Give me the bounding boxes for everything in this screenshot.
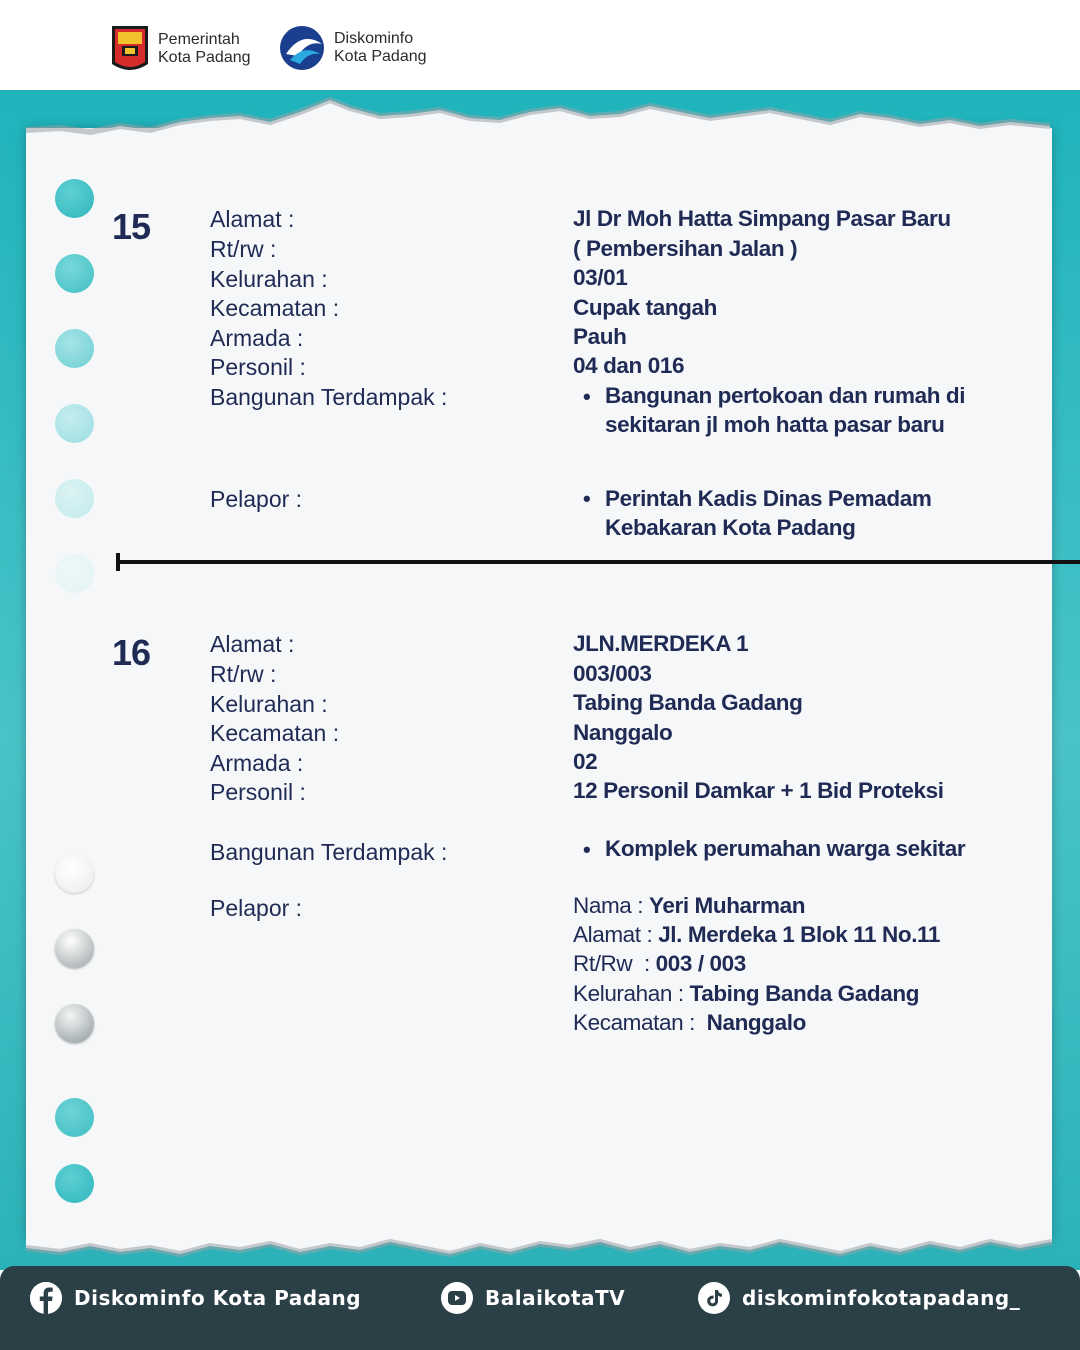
value-line: 03/01 — [573, 265, 628, 290]
pelapor-key: Alamat : — [573, 922, 659, 947]
pelapor-text: Perintah Kadis Dinas Pemadam Kebakaran Kota Padang — [605, 486, 932, 540]
label-alamat: Alamat : — [210, 631, 295, 657]
binder-hole — [55, 404, 94, 443]
label-kelurahan: Kelurahan : — [210, 691, 328, 717]
torn-edge-top — [0, 92, 1080, 162]
entry-number: 15 — [112, 206, 151, 247]
value-personil: 12 Personil Damkar + 1 Bid Proteksi — [573, 778, 944, 803]
binder-hole — [55, 854, 94, 893]
binder-hole — [55, 554, 94, 593]
label-kecamatan: Kecamatan : — [210, 295, 340, 321]
torn-edge-bottom — [0, 1212, 1080, 1268]
value-kecamatan: Nanggalo — [573, 720, 673, 745]
binder-hole — [55, 179, 94, 218]
header — [0, 0, 1080, 90]
binder-hole — [55, 929, 94, 968]
pelapor-kecamatan — [573, 1010, 806, 1036]
bangunan-text: Komplek perumahan warga sekitar — [605, 836, 966, 861]
pelapor-key: Nama : — [573, 893, 649, 918]
pelapor-nama — [573, 893, 805, 919]
label-armada: Armada : — [210, 750, 304, 776]
value-kelurahan: Tabing Banda Gadang — [573, 690, 803, 715]
bullet-dot: • — [583, 384, 591, 409]
value-alamat: JLN.MERDEKA 1 — [573, 631, 749, 656]
label-rtrw: Rt/rw : — [210, 236, 277, 262]
youtube-link[interactable] — [441, 1282, 625, 1314]
pemko-logo — [110, 24, 251, 74]
pelapor-value: 003 / 003 — [655, 951, 746, 976]
label-rtrw: Rt/rw : — [210, 661, 277, 687]
diskominfo-logo — [278, 24, 427, 72]
pelapor-key: Kelurahan : — [573, 981, 690, 1006]
label-personil: Personil : — [210, 354, 306, 380]
binder-hole — [55, 1098, 94, 1137]
pelapor-value: Nanggalo — [706, 1010, 806, 1035]
label-alamat: Alamat : — [210, 206, 295, 232]
logo2-line2: Kota Padang — [334, 48, 427, 65]
binder-hole — [55, 1164, 94, 1203]
youtube-name: BalaikotaTV — [485, 1286, 626, 1310]
paper-sheet — [26, 128, 1052, 1240]
label-personil: Personil : — [210, 779, 306, 805]
pelapor-value: Yeri Muharman — [648, 893, 806, 918]
label-bangunan: Bangunan Terdampak : — [210, 384, 448, 410]
pelapor-key: Rt/Rw : — [573, 951, 656, 976]
binder-hole — [55, 479, 94, 518]
facebook-icon — [30, 1282, 62, 1314]
facebook-name: Diskominfo Kota Padang — [74, 1286, 362, 1310]
value-line: 04 dan 016 — [573, 353, 685, 378]
value-line: Jl Dr Moh Hatta Simpang Pasar Baru — [573, 206, 951, 231]
pelapor-value: Jl. Merdeka 1 Blok 11 No.11 — [658, 922, 941, 947]
pelapor-kelurahan — [573, 981, 919, 1007]
pelapor-rtrw — [573, 951, 746, 977]
facebook-link[interactable] — [30, 1282, 361, 1314]
bangunan-text: Bangunan pertokoan dan rumah di sekitaran jl moh hatta pasar baru — [605, 383, 966, 437]
binder-hole — [55, 254, 94, 293]
youtube-icon — [441, 1282, 473, 1314]
logo1-line1: Pemerintah — [158, 31, 240, 48]
pelapor-value: Tabing Banda Gadang — [689, 981, 920, 1006]
value-rtrw: 003/003 — [573, 661, 652, 686]
kominfo-icon — [278, 24, 326, 72]
value-line: ( Pembersihan Jalan ) — [573, 236, 798, 261]
tiktok-icon — [698, 1282, 730, 1314]
value-armada: 02 — [573, 749, 598, 774]
value-line: Cupak tangah — [573, 295, 717, 320]
entry-number: 16 — [112, 632, 151, 673]
value-line: Pauh — [573, 324, 627, 349]
binder-hole — [55, 1004, 94, 1043]
pelapor-alamat — [573, 922, 940, 948]
bullet-dot: • — [583, 486, 591, 511]
label-bangunan: Bangunan Terdampak : — [210, 839, 448, 865]
label-armada: Armada : — [210, 325, 304, 351]
label-kecamatan: Kecamatan : — [210, 720, 340, 746]
binder-hole — [55, 329, 94, 368]
padang-emblem-icon — [110, 24, 150, 74]
logo1-line2: Kota Padang — [158, 49, 251, 66]
label-pelapor: Pelapor : — [210, 895, 303, 921]
tiktok-link[interactable] — [698, 1282, 1020, 1314]
entry-divider — [118, 560, 1080, 564]
label-pelapor: Pelapor : — [210, 486, 303, 512]
pelapor-key: Kecamatan : — [573, 1010, 707, 1035]
label-kelurahan: Kelurahan : — [210, 266, 328, 292]
tiktok-name: diskominfokotapadang_ — [742, 1286, 1021, 1310]
logo2-line1: Diskominfo — [334, 30, 414, 47]
bullet-dot: • — [583, 837, 591, 862]
